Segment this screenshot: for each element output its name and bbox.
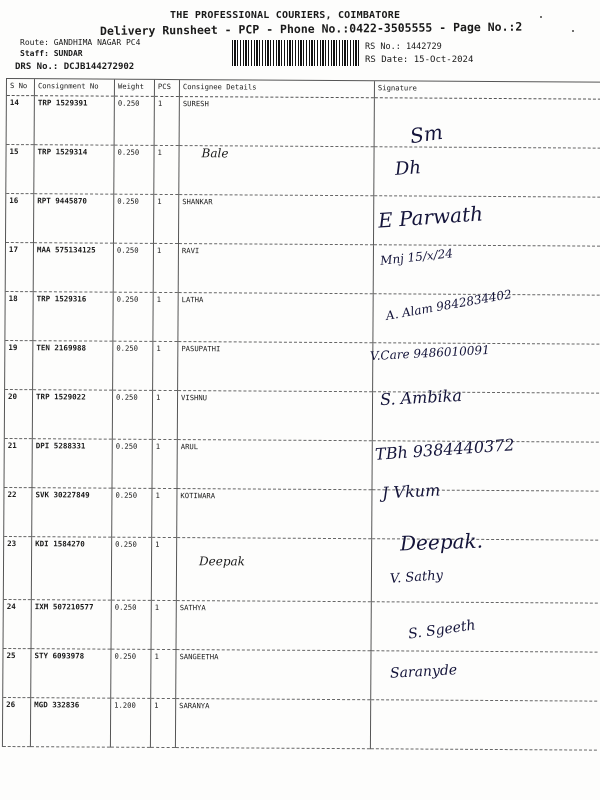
sno-cell: 21 <box>4 438 32 487</box>
signature-mark: Saranyde <box>389 662 458 682</box>
signature-mark: TBh 9384440372 <box>374 435 516 464</box>
sno-cell: 23 <box>3 536 31 599</box>
weight-cell: 0.250 <box>112 390 152 439</box>
pcs-cell: 1 <box>152 390 177 439</box>
consignment-cell: TRP 1529314 <box>34 145 114 194</box>
weight-cell: 0.250 <box>113 341 153 390</box>
weight-cell: 0.250 <box>112 488 152 537</box>
consignment-cell: TRP 1529316 <box>33 292 113 341</box>
consignee-cell: SHANKAR <box>178 195 373 245</box>
consignment-cell: SVK 30227849 <box>32 488 112 537</box>
pcs-cell: 1 <box>151 537 176 600</box>
pcs-cell: 1 <box>153 243 178 292</box>
col-pcs: PCS <box>154 79 179 96</box>
table-row <box>5 194 599 247</box>
sno-cell: 24 <box>3 599 31 648</box>
scan-speck <box>572 30 574 32</box>
delivery-table <box>2 78 600 751</box>
signature-mark: J Vkum <box>381 480 441 503</box>
sno-cell: 20 <box>4 389 32 438</box>
signature-cell <box>370 700 596 750</box>
consignment-cell: TRP 1529022 <box>32 390 112 439</box>
signature-mark: Deepak. <box>399 528 484 556</box>
signature-cell <box>374 98 600 148</box>
table-row <box>3 648 597 701</box>
weight-cell: 1.200 <box>110 698 150 747</box>
consignee-cell: KOTIWARA <box>177 489 372 539</box>
sno-cell: 16 <box>5 194 33 243</box>
pcs-cell: 1 <box>154 145 179 194</box>
table-row <box>4 487 598 540</box>
weight-cell: 0.250 <box>113 194 153 243</box>
weight-cell: 0.250 <box>111 537 151 600</box>
signature-mark: Mnj 15/x/24 <box>379 246 454 268</box>
consignee-cell: PASUPATHI <box>178 342 373 392</box>
table-row <box>3 599 597 652</box>
table-row <box>5 340 599 393</box>
pcs-cell: 1 <box>150 698 175 747</box>
pcs-cell: 1 <box>153 292 178 341</box>
consignment-cell: STY 6093978 <box>31 649 111 698</box>
consignment-cell: TRP 1529391 <box>34 96 114 145</box>
weight-cell: 0.250 <box>114 96 154 145</box>
signature-mark: S. Ambika <box>379 385 463 410</box>
table-row <box>6 96 600 149</box>
consignment-cell: KDI 1584270 <box>31 537 111 600</box>
signature-mark: Dh <box>394 157 422 180</box>
consignee-cell: ARUL <box>177 440 372 490</box>
consignee-cell: Bale <box>179 146 374 196</box>
sno-cell: 18 <box>5 291 33 340</box>
weight-cell: 0.250 <box>112 439 152 488</box>
company-title: THE PROFESSIONAL COURIERS, COIMBATORE <box>170 10 401 21</box>
consignment-cell: IXM 507210577 <box>31 600 111 649</box>
pcs-cell: 1 <box>152 439 177 488</box>
route-label: Route: GANDHIMA NAGAR PC4 <box>20 38 141 47</box>
pcs-cell: 1 <box>151 649 176 698</box>
signature-mark: A. Alam 9842834402 <box>384 287 513 323</box>
pcs-cell: 1 <box>154 96 179 145</box>
consignee-cell: SARANYA <box>175 699 370 749</box>
consignment-cell: MGD 332836 <box>30 698 110 747</box>
runsheet-subtitle: Delivery Runsheet - PCP - Phone No.:0422-3505555 - Page No.:2 <box>99 19 523 38</box>
pcs-cell: 1 <box>153 341 178 390</box>
consignment-cell: DPI 5288331 <box>32 439 112 488</box>
sno-cell: 19 <box>5 340 33 389</box>
sno-cell: 17 <box>5 242 33 291</box>
consignment-cell: RPT 9445870 <box>33 194 113 243</box>
sno-cell: 14 <box>6 96 34 145</box>
consignee-cell: LATHA <box>178 293 373 343</box>
rs-number: RS No.: 1442729 <box>365 42 442 52</box>
drs-number: DRS No.: DCJB144272902 <box>15 62 135 72</box>
weight-cell: 0.250 <box>113 292 153 341</box>
pcs-cell: 1 <box>152 488 177 537</box>
sno-cell: 22 <box>4 487 32 536</box>
table-row <box>3 536 597 603</box>
consignment-cell: MAA 575134125 <box>33 243 113 292</box>
col-sno: S No <box>6 79 34 96</box>
scan-speck <box>540 16 542 18</box>
signature-mark: V. Sathy <box>389 568 444 587</box>
table-row <box>4 389 598 442</box>
col-consignee: Consignee Details <box>179 80 374 98</box>
weight-cell: 0.250 <box>113 243 153 292</box>
col-signature: Signature <box>374 81 600 99</box>
sno-cell: 15 <box>6 145 34 194</box>
consignee-cell: SANGEETHA <box>176 650 371 700</box>
col-consignment: Consignment No <box>34 79 114 96</box>
consignee-cell: SURESH <box>179 97 374 147</box>
signature-mark: Sm <box>408 119 445 149</box>
sno-cell: 25 <box>3 648 31 697</box>
weight-cell: 0.250 <box>114 145 154 194</box>
table-row <box>6 145 600 198</box>
pcs-cell: 1 <box>153 194 178 243</box>
consignee-cell: VISHNU <box>177 391 372 441</box>
signature-mark: E Parwath <box>377 201 484 233</box>
rs-date: RS Date: 15-Oct-2024 <box>365 55 474 65</box>
col-weight: Weight <box>114 79 154 96</box>
weight-cell: 0.250 <box>111 600 151 649</box>
staff-label: Staff: SUNDAR <box>20 49 83 58</box>
signature-cell <box>371 602 597 652</box>
barcode <box>232 40 360 66</box>
consignee-cell: Deepak <box>176 538 371 602</box>
consignee-cell: SATHYA <box>176 601 371 651</box>
weight-cell: 0.250 <box>111 649 151 698</box>
signature-mark: V.Care 9486010091 <box>369 342 491 364</box>
pcs-cell: 1 <box>151 600 176 649</box>
sno-cell: 26 <box>2 697 30 746</box>
consignee-cell: RAVI <box>178 244 373 294</box>
consignment-cell: TEN 2169988 <box>33 341 113 390</box>
table-row <box>2 697 596 750</box>
signature-mark: S. Sgeeth <box>407 617 477 643</box>
